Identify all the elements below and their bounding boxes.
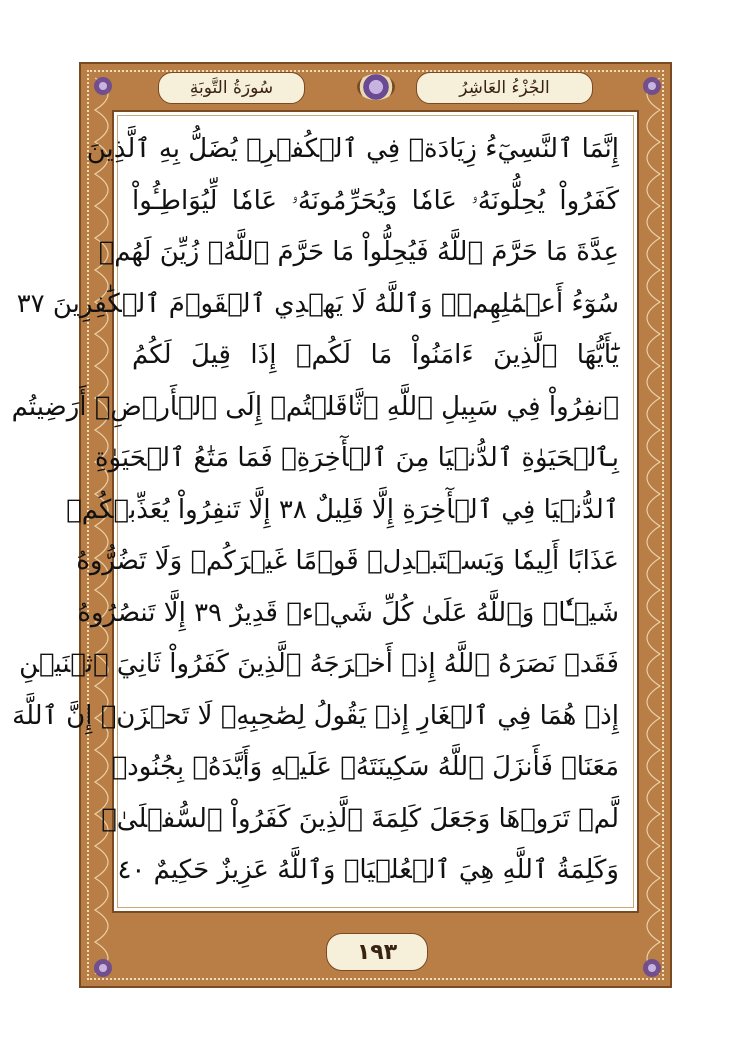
verse-line: ٱلدُّنۡيَا فِي ٱلۡأٓخِرَةِ إِلَّا قَلِيلٌ ٣٨ إِلَّا تَنفِرُواْ يُعَذِّبۡكُمۡ <box>66 494 619 525</box>
verse-line: يَٰٓأَيُّهَا ٱلَّذِينَ ءَامَنُواْ مَا لَكُمۡ إِذَا قِيلَ لَكُمُ <box>132 340 619 370</box>
verse-line: شَيۡـٔٗاۗ وَٱللَّهُ عَلَىٰ كُلِّ شَيۡءٖ قَدِيرٌ ٣٩ إِلَّا تَنصُرُوهُ <box>77 597 619 628</box>
verse-line: عِدَّةَ مَا حَرَّمَ ٱللَّهُ فَيُحِلُّواْ مَا حَرَّمَ ٱللَّهُۚ زُيِّنَ لَهُمۡ <box>98 237 619 267</box>
verse-lines <box>11 124 619 897</box>
verse-line: سُوٓءُ أَعۡمَٰلِهِمۡۗ وَٱللَّهُ لَا يَهۡدِي ٱلۡقَوۡمَ ٱلۡكَٰفِرِينَ ٣٧ <box>16 288 619 319</box>
verse-line: إِنَّمَا ٱلنَّسِيٓءُ زِيَادَةٞ فِي ٱلۡكُفۡرِۖ يُضَلُّ بِهِ ٱلَّذِينَ <box>86 134 619 164</box>
page-header <box>88 72 663 104</box>
juz-label: الجُزْءُ العَاشِرُ <box>416 72 593 104</box>
verse-line: إِذۡ هُمَا فِي ٱلۡغَارِ إِذۡ يَقُولُ لِصَٰحِبِهِۦ لَا تَحۡزَنۡ إِنَّ ٱللَّهَ <box>12 700 619 731</box>
verse-line: ٱنفِرُواْ فِي سَبِيلِ ٱللَّهِ ٱثَّاقَلۡتُمۡ إِلَى ٱلۡأَرۡضِۚ أَرَضِيتُم <box>11 391 619 422</box>
header-medallion-icon <box>357 74 395 100</box>
verse-line: فَقَدۡ نَصَرَهُ ٱللَّهُ إِذۡ أَخۡرَجَهُ ٱلَّذِينَ كَفَرُواْ ثَانِيَ ٱثۡنَيۡنِ <box>19 649 619 679</box>
verse-line: كَفَرُواْ يُحِلُّونَهُۥ عَامٗا وَيُحَرِّمُونَهُۥ عَامٗا لِّيُوَاطِـُٔواْ <box>132 185 619 216</box>
verse-line: عَذَابًا أَلِيمٗا وَيَسۡتَبۡدِلۡ قَوۡمًا غَيۡرَكُمۡ وَلَا تَضُرُّوهُ <box>76 546 619 576</box>
page-number: ١٩٣ <box>326 933 428 971</box>
verse-panel <box>11 110 639 913</box>
surah-label: سُورَةُ التَّوبَةِ <box>158 72 305 104</box>
verse-line: لَّمۡ تَرَوۡهَا وَجَعَلَ كَلِمَةَ ٱلَّذِينَ كَفَرُواْ ٱلسُّفۡلَىٰۗ <box>101 803 619 834</box>
verse-line: وَكَلِمَةُ ٱللَّهِ هِيَ ٱلۡعُلۡيَاۗ وَٱللَّهُ عَزِيزٌ حَكِيمٌ ٤٠ <box>117 855 619 885</box>
verse-line: بِٱلۡحَيَوٰةِ ٱلدُّنۡيَا مِنَ ٱلۡأٓخِرَةِۚ فَمَا مَتَٰعُ ٱلۡحَيَوٰةِ <box>94 443 619 473</box>
verse-line: مَعَنَاۖ فَأَنزَلَ ٱللَّهُ سَكِينَتَهُۥ عَلَيۡهِ وَأَيَّدَهُۥ بِجُنُودٖ <box>111 752 619 782</box>
